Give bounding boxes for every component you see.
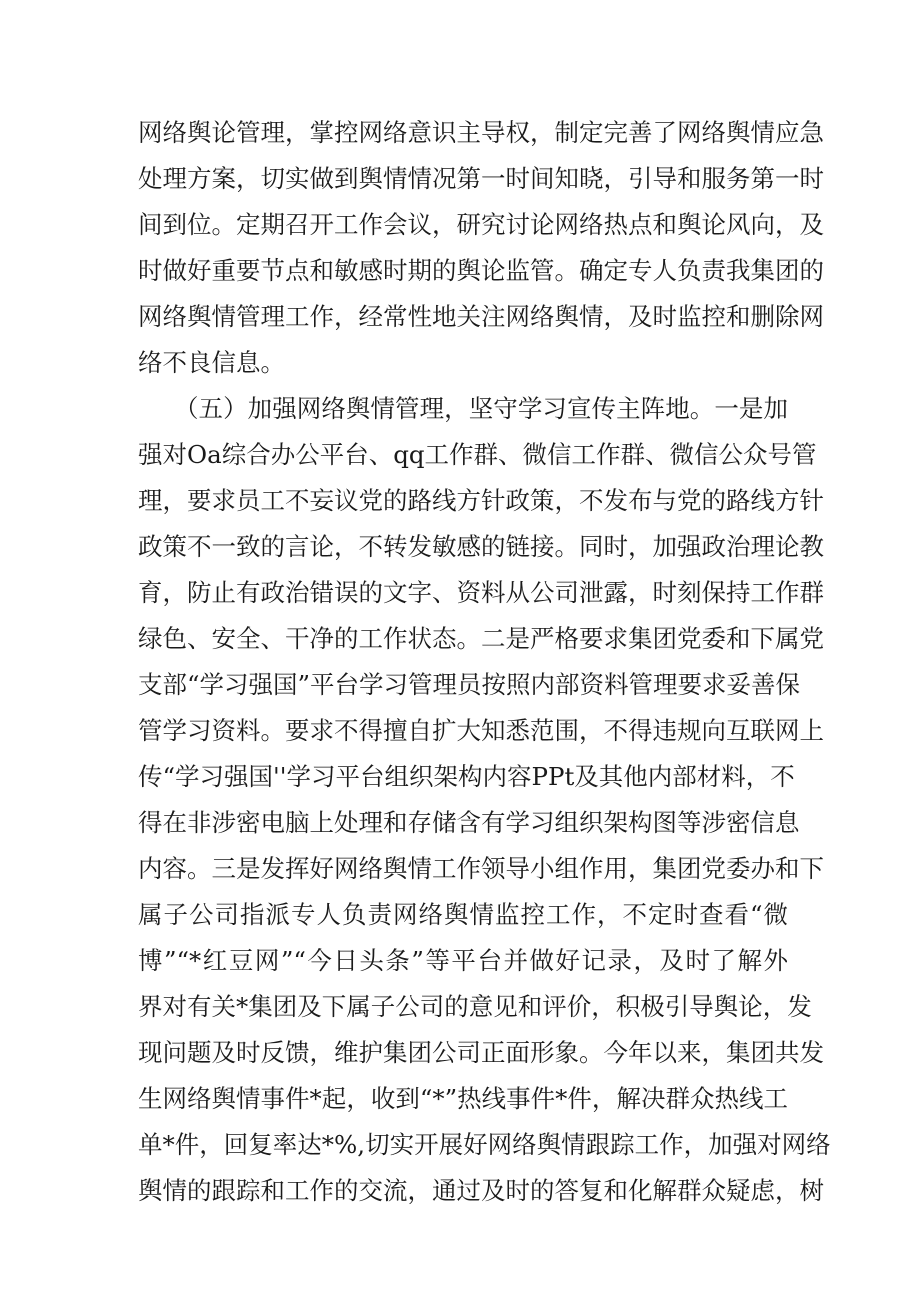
text-line: 处理方案，切实做到舆情情况第一时间知晓，引导和服务第一时 [138, 164, 824, 193]
text-line: 政策不一致的言论，不转发敏感的链接。同时，加强政治理论教 [138, 532, 824, 561]
text-line: 育，防止有政治错误的文字、资料从公司泄露，时刻保持工作群 [138, 578, 824, 607]
text-line: 舆情的跟踪和工作的交流，通过及时的答复和化解群众疑虑，树 [138, 1176, 824, 1205]
text-line: 博”“*红豆网”“今日头条”等平台并做好记录，及时了解外 [138, 946, 788, 975]
text-line: 得在非涉密电脑上处理和存储含有学习组织架构图等涉密信息 [138, 808, 800, 837]
section-heading-line: （五）加强网络舆情管理，坚守学习宣传主阵地。一是加 [174, 394, 788, 423]
text-line: 理，要求员工不妄议党的路线方针政策，不发布与党的路线方针 [138, 486, 824, 515]
text-line: 属子公司指派专人负责网络舆情监控工作，不定时查看“微 [138, 900, 788, 929]
text-line: 时做好重要节点和敏感时期的舆论监管。确定专人负责我集团的 [138, 256, 824, 285]
text-line: 单*件，回复率达*%,切实开展好网络舆情跟踪工作，加强对网络 [138, 1130, 831, 1159]
text-line: 间到位。定期召开工作会议，研究讨论网络热点和舆论风向，及 [138, 210, 824, 239]
text-line: 现问题及时反馈，维护集团公司正面形象。今年以来，集团共发 [138, 1038, 824, 1067]
document-body [138, 110, 831, 1214]
text-line: 强对Oa综合办公平台、qq工作群、微信工作群、微信公众号管 [138, 440, 817, 469]
text-line: 界对有关*集团及下属子公司的意见和评价，积极引导舆论，发 [138, 992, 812, 1021]
text-line: 网络舆情管理工作，经常性地关注网络舆情，及时监控和删除网 [138, 302, 824, 331]
text-line: 管学习资料。要求不得擅自扩大知悉范围，不得违规向互联网上 [138, 716, 824, 745]
text-line: 内容。三是发挥好网络舆情工作领导小组作用，集团党委办和下 [138, 854, 824, 883]
text-line: 绿色、安全、干净的工作状态。二是严格要求集团党委和下属党 [138, 624, 824, 653]
text-line: 传“学习强国''学习平台组织架构内容PPt及其他内部材料，不 [138, 762, 795, 791]
text-line: 支部“学习强国”平台学习管理员按照内部资料管理要求妥善保 [138, 670, 801, 699]
text-line: 网络舆论管理，掌控网络意识主导权，制定完善了网络舆情应急 [138, 118, 824, 147]
text-line: 生网络舆情事件*起，收到“*”热线事件*件，解决群众热线工 [138, 1084, 788, 1113]
text-line: 络不良信息。 [138, 348, 285, 377]
